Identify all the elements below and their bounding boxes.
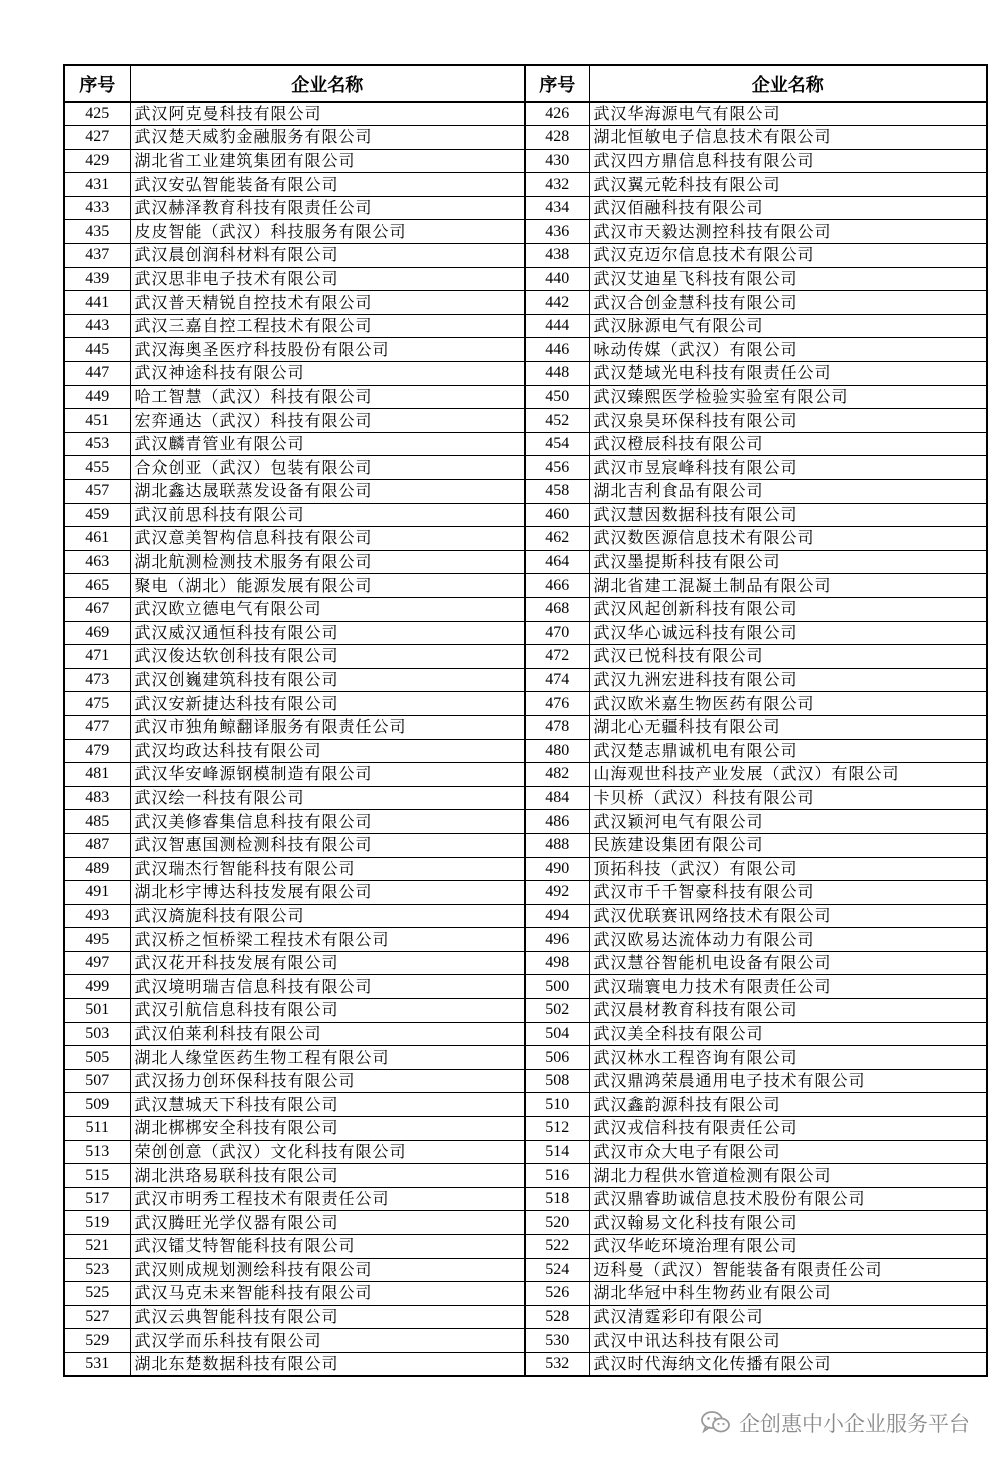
company-name-cell-right: 武汉臻熙医学检验实验室有限公司 bbox=[589, 385, 987, 409]
serial-number-cell-right: 440 bbox=[525, 267, 589, 291]
serial-number-cell-left: 527 bbox=[64, 1305, 130, 1329]
company-name-cell-right: 武汉欧易达流体动力有限公司 bbox=[589, 928, 987, 952]
table-row bbox=[64, 173, 987, 197]
enterprise-list-table bbox=[63, 64, 988, 1377]
serial-number-cell-left: 519 bbox=[64, 1211, 130, 1235]
company-name-cell-left: 湖北梆梆安全科技有限公司 bbox=[130, 1117, 525, 1141]
company-name-cell-right: 武汉中讯达科技有限公司 bbox=[589, 1329, 987, 1353]
company-name-cell-right: 武汉脉源电气有限公司 bbox=[589, 314, 987, 338]
serial-number-cell-left: 483 bbox=[64, 786, 130, 810]
table-row bbox=[64, 149, 987, 173]
watermark-text: 企创惠中小企业服务平台 bbox=[739, 1412, 970, 1436]
table-row bbox=[64, 833, 987, 857]
serial-number-cell-left: 453 bbox=[64, 432, 130, 456]
company-name-cell-left: 武汉引航信息科技有限公司 bbox=[130, 999, 525, 1023]
table-row bbox=[64, 1282, 987, 1306]
table-row bbox=[64, 503, 987, 527]
serial-number-cell-right: 472 bbox=[525, 645, 589, 669]
company-name-cell-left: 湖北东楚数据科技有限公司 bbox=[130, 1352, 525, 1376]
serial-number-cell-right: 470 bbox=[525, 621, 589, 645]
table-row bbox=[64, 102, 987, 126]
company-name-cell-left: 武汉马克未来智能科技有限公司 bbox=[130, 1282, 525, 1306]
serial-number-cell-right: 496 bbox=[525, 928, 589, 952]
serial-number-cell-left: 451 bbox=[64, 409, 130, 433]
serial-number-cell-left: 471 bbox=[64, 645, 130, 669]
company-name-cell-right: 民族建设集团有限公司 bbox=[589, 833, 987, 857]
company-name-cell-left: 武汉均政达科技有限公司 bbox=[130, 739, 525, 763]
company-name-cell-right: 武汉慧谷智能机电设备有限公司 bbox=[589, 951, 987, 975]
table-row bbox=[64, 645, 987, 669]
table-header-row bbox=[64, 65, 987, 102]
company-name-cell-left: 武汉阿克曼科技有限公司 bbox=[130, 102, 525, 126]
serial-number-cell-left: 437 bbox=[64, 244, 130, 268]
company-name-cell-left: 武汉镭艾特智能科技有限公司 bbox=[130, 1235, 525, 1259]
serial-number-cell-right: 426 bbox=[525, 102, 589, 126]
table-row bbox=[64, 1140, 987, 1164]
serial-number-cell-left: 427 bbox=[64, 126, 130, 150]
company-name-cell-right: 武汉墨提斯科技有限公司 bbox=[589, 550, 987, 574]
serial-number-cell-right: 486 bbox=[525, 810, 589, 834]
serial-number-cell-right: 512 bbox=[525, 1117, 589, 1141]
serial-number-cell-left: 469 bbox=[64, 621, 130, 645]
company-name-cell-left: 湖北人缘堂医药生物工程有限公司 bbox=[130, 1046, 525, 1070]
serial-number-cell-left: 489 bbox=[64, 857, 130, 881]
table-row bbox=[64, 362, 987, 386]
serial-number-cell-right: 448 bbox=[525, 362, 589, 386]
company-name-cell-left: 武汉赫泽教育科技有限责任公司 bbox=[130, 196, 525, 220]
serial-number-cell-right: 528 bbox=[525, 1305, 589, 1329]
serial-number-cell-left: 479 bbox=[64, 739, 130, 763]
company-name-cell-right: 湖北力程供水管道检测有限公司 bbox=[589, 1164, 987, 1188]
serial-number-cell-left: 477 bbox=[64, 715, 130, 739]
company-name-cell-right: 武汉市天毅达测控科技有限公司 bbox=[589, 220, 987, 244]
company-name-cell-left: 武汉华安峰源钢模制造有限公司 bbox=[130, 763, 525, 787]
serial-number-cell-left: 507 bbox=[64, 1069, 130, 1093]
serial-number-cell-right: 450 bbox=[525, 385, 589, 409]
table-row bbox=[64, 786, 987, 810]
table-row bbox=[64, 715, 987, 739]
company-name-cell-right: 武汉市昱宸峰科技有限公司 bbox=[589, 456, 987, 480]
company-name-cell-left: 武汉思非电子技术有限公司 bbox=[130, 267, 525, 291]
table-row bbox=[64, 1329, 987, 1353]
serial-number-cell-left: 495 bbox=[64, 928, 130, 952]
serial-number-cell-left: 459 bbox=[64, 503, 130, 527]
company-name-cell-right: 武汉美全科技有限公司 bbox=[589, 1022, 987, 1046]
company-name-cell-right: 武汉华心诚远科技有限公司 bbox=[589, 621, 987, 645]
serial-number-cell-right: 516 bbox=[525, 1164, 589, 1188]
table-row bbox=[64, 621, 987, 645]
serial-number-cell-left: 503 bbox=[64, 1022, 130, 1046]
company-name-cell-left: 武汉绘一科技有限公司 bbox=[130, 786, 525, 810]
company-name-cell-right: 卡贝桥（武汉）科技有限公司 bbox=[589, 786, 987, 810]
company-name-cell-left: 武汉俊达软创科技有限公司 bbox=[130, 645, 525, 669]
serial-number-cell-right: 462 bbox=[525, 527, 589, 551]
company-name-cell-right: 武汉华屹环境治理有限公司 bbox=[589, 1235, 987, 1259]
table-row bbox=[64, 857, 987, 881]
serial-number-cell-right: 428 bbox=[525, 126, 589, 150]
serial-number-cell-right: 432 bbox=[525, 173, 589, 197]
serial-number-cell-left: 525 bbox=[64, 1282, 130, 1306]
serial-number-cell-right: 458 bbox=[525, 480, 589, 504]
serial-number-cell-right: 442 bbox=[525, 291, 589, 315]
company-name-cell-left: 武汉普天精锐自控技术有限公司 bbox=[130, 291, 525, 315]
company-name-cell-left: 武汉三嘉自控工程技术有限公司 bbox=[130, 314, 525, 338]
company-name-cell-right: 武汉时代海纳文化传播有限公司 bbox=[589, 1352, 987, 1376]
wechat-icon bbox=[701, 1410, 731, 1436]
company-name-cell-right: 迈科曼（武汉）智能装备有限责任公司 bbox=[589, 1258, 987, 1282]
serial-number-cell-right: 520 bbox=[525, 1211, 589, 1235]
serial-number-cell-left: 515 bbox=[64, 1164, 130, 1188]
company-name-cell-left: 武汉慧城天下科技有限公司 bbox=[130, 1093, 525, 1117]
company-name-cell-right: 湖北恒敏电子信息技术有限公司 bbox=[589, 126, 987, 150]
serial-number-cell-left: 435 bbox=[64, 220, 130, 244]
serial-number-cell-right: 430 bbox=[525, 149, 589, 173]
serial-number-cell-right: 438 bbox=[525, 244, 589, 268]
company-name-cell-right: 武汉楚域光电科技有限责任公司 bbox=[589, 362, 987, 386]
serial-number-cell-left: 523 bbox=[64, 1258, 130, 1282]
table-row bbox=[64, 1046, 987, 1070]
company-name-cell-left: 武汉云典智能科技有限公司 bbox=[130, 1305, 525, 1329]
serial-number-cell-right: 464 bbox=[525, 550, 589, 574]
table-row bbox=[64, 1164, 987, 1188]
company-name-cell-right: 顶拓科技（武汉）有限公司 bbox=[589, 857, 987, 881]
table-row bbox=[64, 668, 987, 692]
company-name-cell-right: 湖北省建工混凝土制品有限公司 bbox=[589, 574, 987, 598]
company-name-cell-left: 武汉安弘智能装备有限公司 bbox=[130, 173, 525, 197]
serial-number-cell-right: 490 bbox=[525, 857, 589, 881]
header-serial-number-right: 序号 bbox=[525, 65, 589, 102]
company-name-cell-left: 武汉威汉通恒科技有限公司 bbox=[130, 621, 525, 645]
company-name-cell-left: 武汉伯莱利科技有限公司 bbox=[130, 1022, 525, 1046]
table-row bbox=[64, 904, 987, 928]
serial-number-cell-right: 508 bbox=[525, 1069, 589, 1093]
serial-number-cell-right: 480 bbox=[525, 739, 589, 763]
serial-number-cell-right: 452 bbox=[525, 409, 589, 433]
company-name-cell-left: 武汉桥之恒桥梁工程技术有限公司 bbox=[130, 928, 525, 952]
table-row bbox=[64, 220, 987, 244]
table-row bbox=[64, 739, 987, 763]
serial-number-cell-left: 431 bbox=[64, 173, 130, 197]
serial-number-cell-right: 500 bbox=[525, 975, 589, 999]
company-name-cell-right: 武汉瑞寰电力技术有限责任公司 bbox=[589, 975, 987, 999]
serial-number-cell-left: 531 bbox=[64, 1352, 130, 1376]
watermark bbox=[701, 1408, 970, 1438]
company-name-cell-left: 武汉美修睿集信息科技有限公司 bbox=[130, 810, 525, 834]
serial-number-cell-left: 509 bbox=[64, 1093, 130, 1117]
table-row bbox=[64, 432, 987, 456]
serial-number-cell-left: 499 bbox=[64, 975, 130, 999]
table-row bbox=[64, 409, 987, 433]
table-row bbox=[64, 385, 987, 409]
table-row bbox=[64, 692, 987, 716]
table-row bbox=[64, 314, 987, 338]
table-row bbox=[64, 1093, 987, 1117]
table-row bbox=[64, 527, 987, 551]
company-name-cell-left: 武汉学而乐科技有限公司 bbox=[130, 1329, 525, 1353]
header-serial-number-left: 序号 bbox=[64, 65, 130, 102]
serial-number-cell-right: 468 bbox=[525, 597, 589, 621]
table-row bbox=[64, 881, 987, 905]
serial-number-cell-right: 532 bbox=[525, 1352, 589, 1376]
serial-number-cell-left: 501 bbox=[64, 999, 130, 1023]
serial-number-cell-right: 510 bbox=[525, 1093, 589, 1117]
company-name-cell-right: 武汉橙辰科技有限公司 bbox=[589, 432, 987, 456]
table-row bbox=[64, 1117, 987, 1141]
company-name-cell-left: 武汉腾旺光学仪器有限公司 bbox=[130, 1211, 525, 1235]
company-name-cell-right: 武汉楚志鼎诚机电有限公司 bbox=[589, 739, 987, 763]
table-row bbox=[64, 1069, 987, 1093]
company-name-cell-left: 宏弈通达（武汉）科技有限公司 bbox=[130, 409, 525, 433]
serial-number-cell-left: 457 bbox=[64, 480, 130, 504]
serial-number-cell-right: 526 bbox=[525, 1282, 589, 1306]
table-row bbox=[64, 928, 987, 952]
serial-number-cell-right: 474 bbox=[525, 668, 589, 692]
serial-number-cell-right: 436 bbox=[525, 220, 589, 244]
serial-number-cell-left: 475 bbox=[64, 692, 130, 716]
serial-number-cell-right: 476 bbox=[525, 692, 589, 716]
table-row bbox=[64, 267, 987, 291]
serial-number-cell-left: 425 bbox=[64, 102, 130, 126]
company-name-cell-left: 武汉扬力创环保科技有限公司 bbox=[130, 1069, 525, 1093]
serial-number-cell-right: 488 bbox=[525, 833, 589, 857]
serial-number-cell-right: 530 bbox=[525, 1329, 589, 1353]
serial-number-cell-left: 443 bbox=[64, 314, 130, 338]
table-row bbox=[64, 763, 987, 787]
company-name-cell-left: 聚电（湖北）能源发展有限公司 bbox=[130, 574, 525, 598]
header-company-name-left: 企业名称 bbox=[130, 65, 525, 102]
serial-number-cell-right: 482 bbox=[525, 763, 589, 787]
serial-number-cell-right: 494 bbox=[525, 904, 589, 928]
table-row bbox=[64, 1187, 987, 1211]
table-row bbox=[64, 480, 987, 504]
serial-number-cell-right: 492 bbox=[525, 881, 589, 905]
serial-number-cell-right: 478 bbox=[525, 715, 589, 739]
company-name-cell-left: 武汉海奥圣医疗科技股份有限公司 bbox=[130, 338, 525, 362]
serial-number-cell-left: 485 bbox=[64, 810, 130, 834]
serial-number-cell-right: 456 bbox=[525, 456, 589, 480]
company-name-cell-left: 武汉旖旎科技有限公司 bbox=[130, 904, 525, 928]
company-name-cell-right: 武汉优联赛讯网络技术有限公司 bbox=[589, 904, 987, 928]
table-row bbox=[64, 196, 987, 220]
serial-number-cell-right: 506 bbox=[525, 1046, 589, 1070]
company-name-cell-right: 武汉翼元乾科技有限公司 bbox=[589, 173, 987, 197]
serial-number-cell-left: 445 bbox=[64, 338, 130, 362]
company-name-cell-left: 武汉麟青管业有限公司 bbox=[130, 432, 525, 456]
serial-number-cell-left: 439 bbox=[64, 267, 130, 291]
company-name-cell-right: 武汉艾迪星飞科技有限公司 bbox=[589, 267, 987, 291]
serial-number-cell-left: 449 bbox=[64, 385, 130, 409]
company-name-cell-left: 武汉市独角鲸翻译服务有限责任公司 bbox=[130, 715, 525, 739]
company-name-cell-left: 武汉智惠国测检测科技有限公司 bbox=[130, 833, 525, 857]
company-name-cell-left: 湖北洪珞易联科技有限公司 bbox=[130, 1164, 525, 1188]
table-row bbox=[64, 999, 987, 1023]
serial-number-cell-left: 465 bbox=[64, 574, 130, 598]
company-name-cell-left: 合众创亚（武汉）包装有限公司 bbox=[130, 456, 525, 480]
company-name-cell-right: 武汉鑫韵源科技有限公司 bbox=[589, 1093, 987, 1117]
company-name-cell-left: 武汉市明秀工程技术有限责任公司 bbox=[130, 1187, 525, 1211]
serial-number-cell-right: 454 bbox=[525, 432, 589, 456]
company-name-cell-right: 武汉华海源电气有限公司 bbox=[589, 102, 987, 126]
table-row bbox=[64, 1352, 987, 1376]
serial-number-cell-left: 497 bbox=[64, 951, 130, 975]
company-name-cell-right: 武汉九洲宏进科技有限公司 bbox=[589, 668, 987, 692]
company-name-cell-right: 武汉佰融科技有限公司 bbox=[589, 196, 987, 220]
serial-number-cell-right: 466 bbox=[525, 574, 589, 598]
company-name-cell-left: 武汉则成规划测绘科技有限公司 bbox=[130, 1258, 525, 1282]
serial-number-cell-right: 498 bbox=[525, 951, 589, 975]
company-name-cell-right: 山海观世科技产业发展（武汉）有限公司 bbox=[589, 763, 987, 787]
company-name-cell-left: 湖北省工业建筑集团有限公司 bbox=[130, 149, 525, 173]
company-name-cell-left: 湖北航测检测技术服务有限公司 bbox=[130, 550, 525, 574]
table-row bbox=[64, 126, 987, 150]
serial-number-cell-left: 511 bbox=[64, 1117, 130, 1141]
company-name-cell-right: 武汉颖河电气有限公司 bbox=[589, 810, 987, 834]
serial-number-cell-right: 524 bbox=[525, 1258, 589, 1282]
serial-number-cell-left: 487 bbox=[64, 833, 130, 857]
table-row bbox=[64, 810, 987, 834]
company-name-cell-left: 武汉安新捷达科技有限公司 bbox=[130, 692, 525, 716]
serial-number-cell-left: 433 bbox=[64, 196, 130, 220]
serial-number-cell-right: 502 bbox=[525, 999, 589, 1023]
company-name-cell-left: 皮皮智能（武汉）科技服务有限公司 bbox=[130, 220, 525, 244]
table-row bbox=[64, 550, 987, 574]
serial-number-cell-right: 446 bbox=[525, 338, 589, 362]
company-name-cell-right: 武汉欧米嘉生物医药有限公司 bbox=[589, 692, 987, 716]
company-name-cell-left: 武汉欧立德电气有限公司 bbox=[130, 597, 525, 621]
serial-number-cell-left: 491 bbox=[64, 881, 130, 905]
serial-number-cell-left: 461 bbox=[64, 527, 130, 551]
header-company-name-right: 企业名称 bbox=[589, 65, 987, 102]
company-name-cell-right: 武汉翰易文化科技有限公司 bbox=[589, 1211, 987, 1235]
company-name-cell-left: 武汉楚天威豹金融服务有限公司 bbox=[130, 126, 525, 150]
table-row bbox=[64, 951, 987, 975]
table-row bbox=[64, 975, 987, 999]
company-name-cell-right: 武汉泉昊环保科技有限公司 bbox=[589, 409, 987, 433]
company-name-cell-right: 武汉风起创新科技有限公司 bbox=[589, 597, 987, 621]
table-body bbox=[64, 102, 987, 1376]
serial-number-cell-right: 444 bbox=[525, 314, 589, 338]
company-name-cell-right: 武汉数医源信息技术有限公司 bbox=[589, 527, 987, 551]
serial-number-cell-left: 447 bbox=[64, 362, 130, 386]
company-name-cell-left: 武汉创巍建筑科技有限公司 bbox=[130, 668, 525, 692]
company-name-cell-right: 武汉市千千智豪科技有限公司 bbox=[589, 881, 987, 905]
serial-number-cell-left: 473 bbox=[64, 668, 130, 692]
serial-number-cell-left: 463 bbox=[64, 550, 130, 574]
company-name-cell-right: 湖北华冠中科生物药业有限公司 bbox=[589, 1282, 987, 1306]
company-name-cell-right: 武汉鼎睿助诚信息技术股份有限公司 bbox=[589, 1187, 987, 1211]
company-name-cell-left: 武汉境明瑞吉信息科技有限公司 bbox=[130, 975, 525, 999]
company-name-cell-left: 武汉前思科技有限公司 bbox=[130, 503, 525, 527]
serial-number-cell-left: 493 bbox=[64, 904, 130, 928]
company-name-cell-right: 武汉晨材教育科技有限公司 bbox=[589, 999, 987, 1023]
table-row bbox=[64, 338, 987, 362]
serial-number-cell-left: 481 bbox=[64, 763, 130, 787]
company-name-cell-right: 武汉鼎鸿荣晨通用电子技术有限公司 bbox=[589, 1069, 987, 1093]
company-name-cell-left: 武汉神途科技有限公司 bbox=[130, 362, 525, 386]
company-name-cell-right: 武汉戎信科技有限责任公司 bbox=[589, 1117, 987, 1141]
company-name-cell-right: 武汉合创金慧科技有限公司 bbox=[589, 291, 987, 315]
company-name-cell-right: 咏动传媒（武汉）有限公司 bbox=[589, 338, 987, 362]
table-row bbox=[64, 1305, 987, 1329]
company-name-cell-right: 湖北吉利食品有限公司 bbox=[589, 480, 987, 504]
company-name-cell-left: 荣创创意（武汉）文化科技有限公司 bbox=[130, 1140, 525, 1164]
table-row bbox=[64, 1258, 987, 1282]
serial-number-cell-left: 529 bbox=[64, 1329, 130, 1353]
serial-number-cell-right: 518 bbox=[525, 1187, 589, 1211]
company-name-cell-right: 武汉慧因数据科技有限公司 bbox=[589, 503, 987, 527]
table-row bbox=[64, 456, 987, 480]
serial-number-cell-left: 441 bbox=[64, 291, 130, 315]
table-row bbox=[64, 1022, 987, 1046]
serial-number-cell-right: 460 bbox=[525, 503, 589, 527]
table-row bbox=[64, 1235, 987, 1259]
serial-number-cell-left: 513 bbox=[64, 1140, 130, 1164]
company-name-cell-right: 武汉清霆彩印有限公司 bbox=[589, 1305, 987, 1329]
serial-number-cell-left: 467 bbox=[64, 597, 130, 621]
company-name-cell-left: 武汉晨创润科材料有限公司 bbox=[130, 244, 525, 268]
company-name-cell-left: 武汉意美智构信息科技有限公司 bbox=[130, 527, 525, 551]
company-name-cell-right: 武汉四方鼎信息科技有限公司 bbox=[589, 149, 987, 173]
table-row bbox=[64, 574, 987, 598]
serial-number-cell-left: 429 bbox=[64, 149, 130, 173]
serial-number-cell-right: 504 bbox=[525, 1022, 589, 1046]
table-row bbox=[64, 291, 987, 315]
serial-number-cell-right: 434 bbox=[525, 196, 589, 220]
table-row bbox=[64, 597, 987, 621]
serial-number-cell-right: 514 bbox=[525, 1140, 589, 1164]
company-name-cell-left: 哈工智慧（武汉）科技有限公司 bbox=[130, 385, 525, 409]
serial-number-cell-right: 522 bbox=[525, 1235, 589, 1259]
serial-number-cell-right: 484 bbox=[525, 786, 589, 810]
company-name-cell-right: 湖北心无疆科技有限公司 bbox=[589, 715, 987, 739]
serial-number-cell-left: 455 bbox=[64, 456, 130, 480]
company-name-cell-left: 湖北鑫达晟联蒸发设备有限公司 bbox=[130, 480, 525, 504]
company-name-cell-right: 武汉市众大电子有限公司 bbox=[589, 1140, 987, 1164]
company-name-cell-right: 武汉林水工程咨询有限公司 bbox=[589, 1046, 987, 1070]
company-name-cell-left: 武汉瑞杰行智能科技有限公司 bbox=[130, 857, 525, 881]
table-row bbox=[64, 1211, 987, 1235]
company-name-cell-right: 武汉克迈尔信息技术有限公司 bbox=[589, 244, 987, 268]
company-name-cell-left: 武汉花开科技发展有限公司 bbox=[130, 951, 525, 975]
serial-number-cell-left: 521 bbox=[64, 1235, 130, 1259]
table-row bbox=[64, 244, 987, 268]
company-name-cell-right: 武汉已悦科技有限公司 bbox=[589, 645, 987, 669]
serial-number-cell-left: 517 bbox=[64, 1187, 130, 1211]
serial-number-cell-left: 505 bbox=[64, 1046, 130, 1070]
company-name-cell-left: 湖北杉宇博达科技发展有限公司 bbox=[130, 881, 525, 905]
